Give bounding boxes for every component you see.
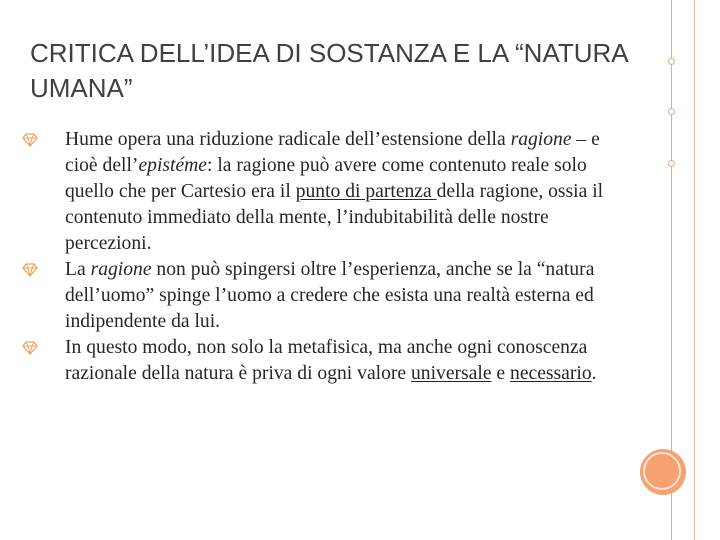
decorative-vertical-line	[694, 0, 695, 540]
italic-term: epistéme	[138, 155, 208, 176]
decorative-ring	[643, 452, 681, 490]
text-run: e	[491, 363, 511, 384]
underlined-term: necessario	[510, 363, 592, 384]
slide-title: CRITICA DELL’IDEA DI SOSTANZA E LA “NATURA UMANA”	[30, 38, 628, 103]
diamond-bullet-icon	[22, 341, 38, 355]
bullet-item	[22, 335, 622, 387]
text-run: : la ragione può avere come contenuto reale solo quello che per Cartesio era il	[65, 155, 587, 202]
bullet-item	[22, 127, 622, 257]
decorative-dot	[668, 58, 675, 65]
decorative-dot	[668, 108, 675, 115]
decorative-dot	[668, 160, 675, 167]
text-run: In questo modo, non solo la metafisica, ma anche ogni conoscenza razionale della natura è priva di ogni valore	[65, 337, 588, 384]
text-run: – e cioè dell’	[65, 129, 600, 176]
diamond-bullet-icon	[22, 263, 38, 277]
text-run: La	[65, 259, 91, 280]
text-run: .	[591, 363, 597, 384]
italic-term: ragione	[510, 129, 572, 150]
bullet-item	[22, 257, 622, 335]
underlined-term: universale	[411, 363, 492, 384]
text-run: della ragione, ossia il contenuto immediato della mente, l’indubitabilità delle nostre percezioni.	[65, 181, 604, 254]
text-run: Hume opera una riduzione radicale dell’estensione della	[65, 129, 511, 150]
bullet-text	[65, 257, 622, 335]
underlined-term: punto di partenza	[295, 181, 437, 202]
bullet-list	[22, 127, 622, 387]
italic-term: ragione	[90, 259, 152, 280]
bullet-text	[65, 335, 622, 387]
text-run: non può spingersi oltre l’esperienza, anche se la “natura dell’uomo” spinge l’uomo a credere che esista una realtà esterna ed indipendente da lui.	[65, 259, 595, 332]
bullet-text	[65, 127, 622, 257]
diamond-bullet-icon	[22, 133, 38, 147]
